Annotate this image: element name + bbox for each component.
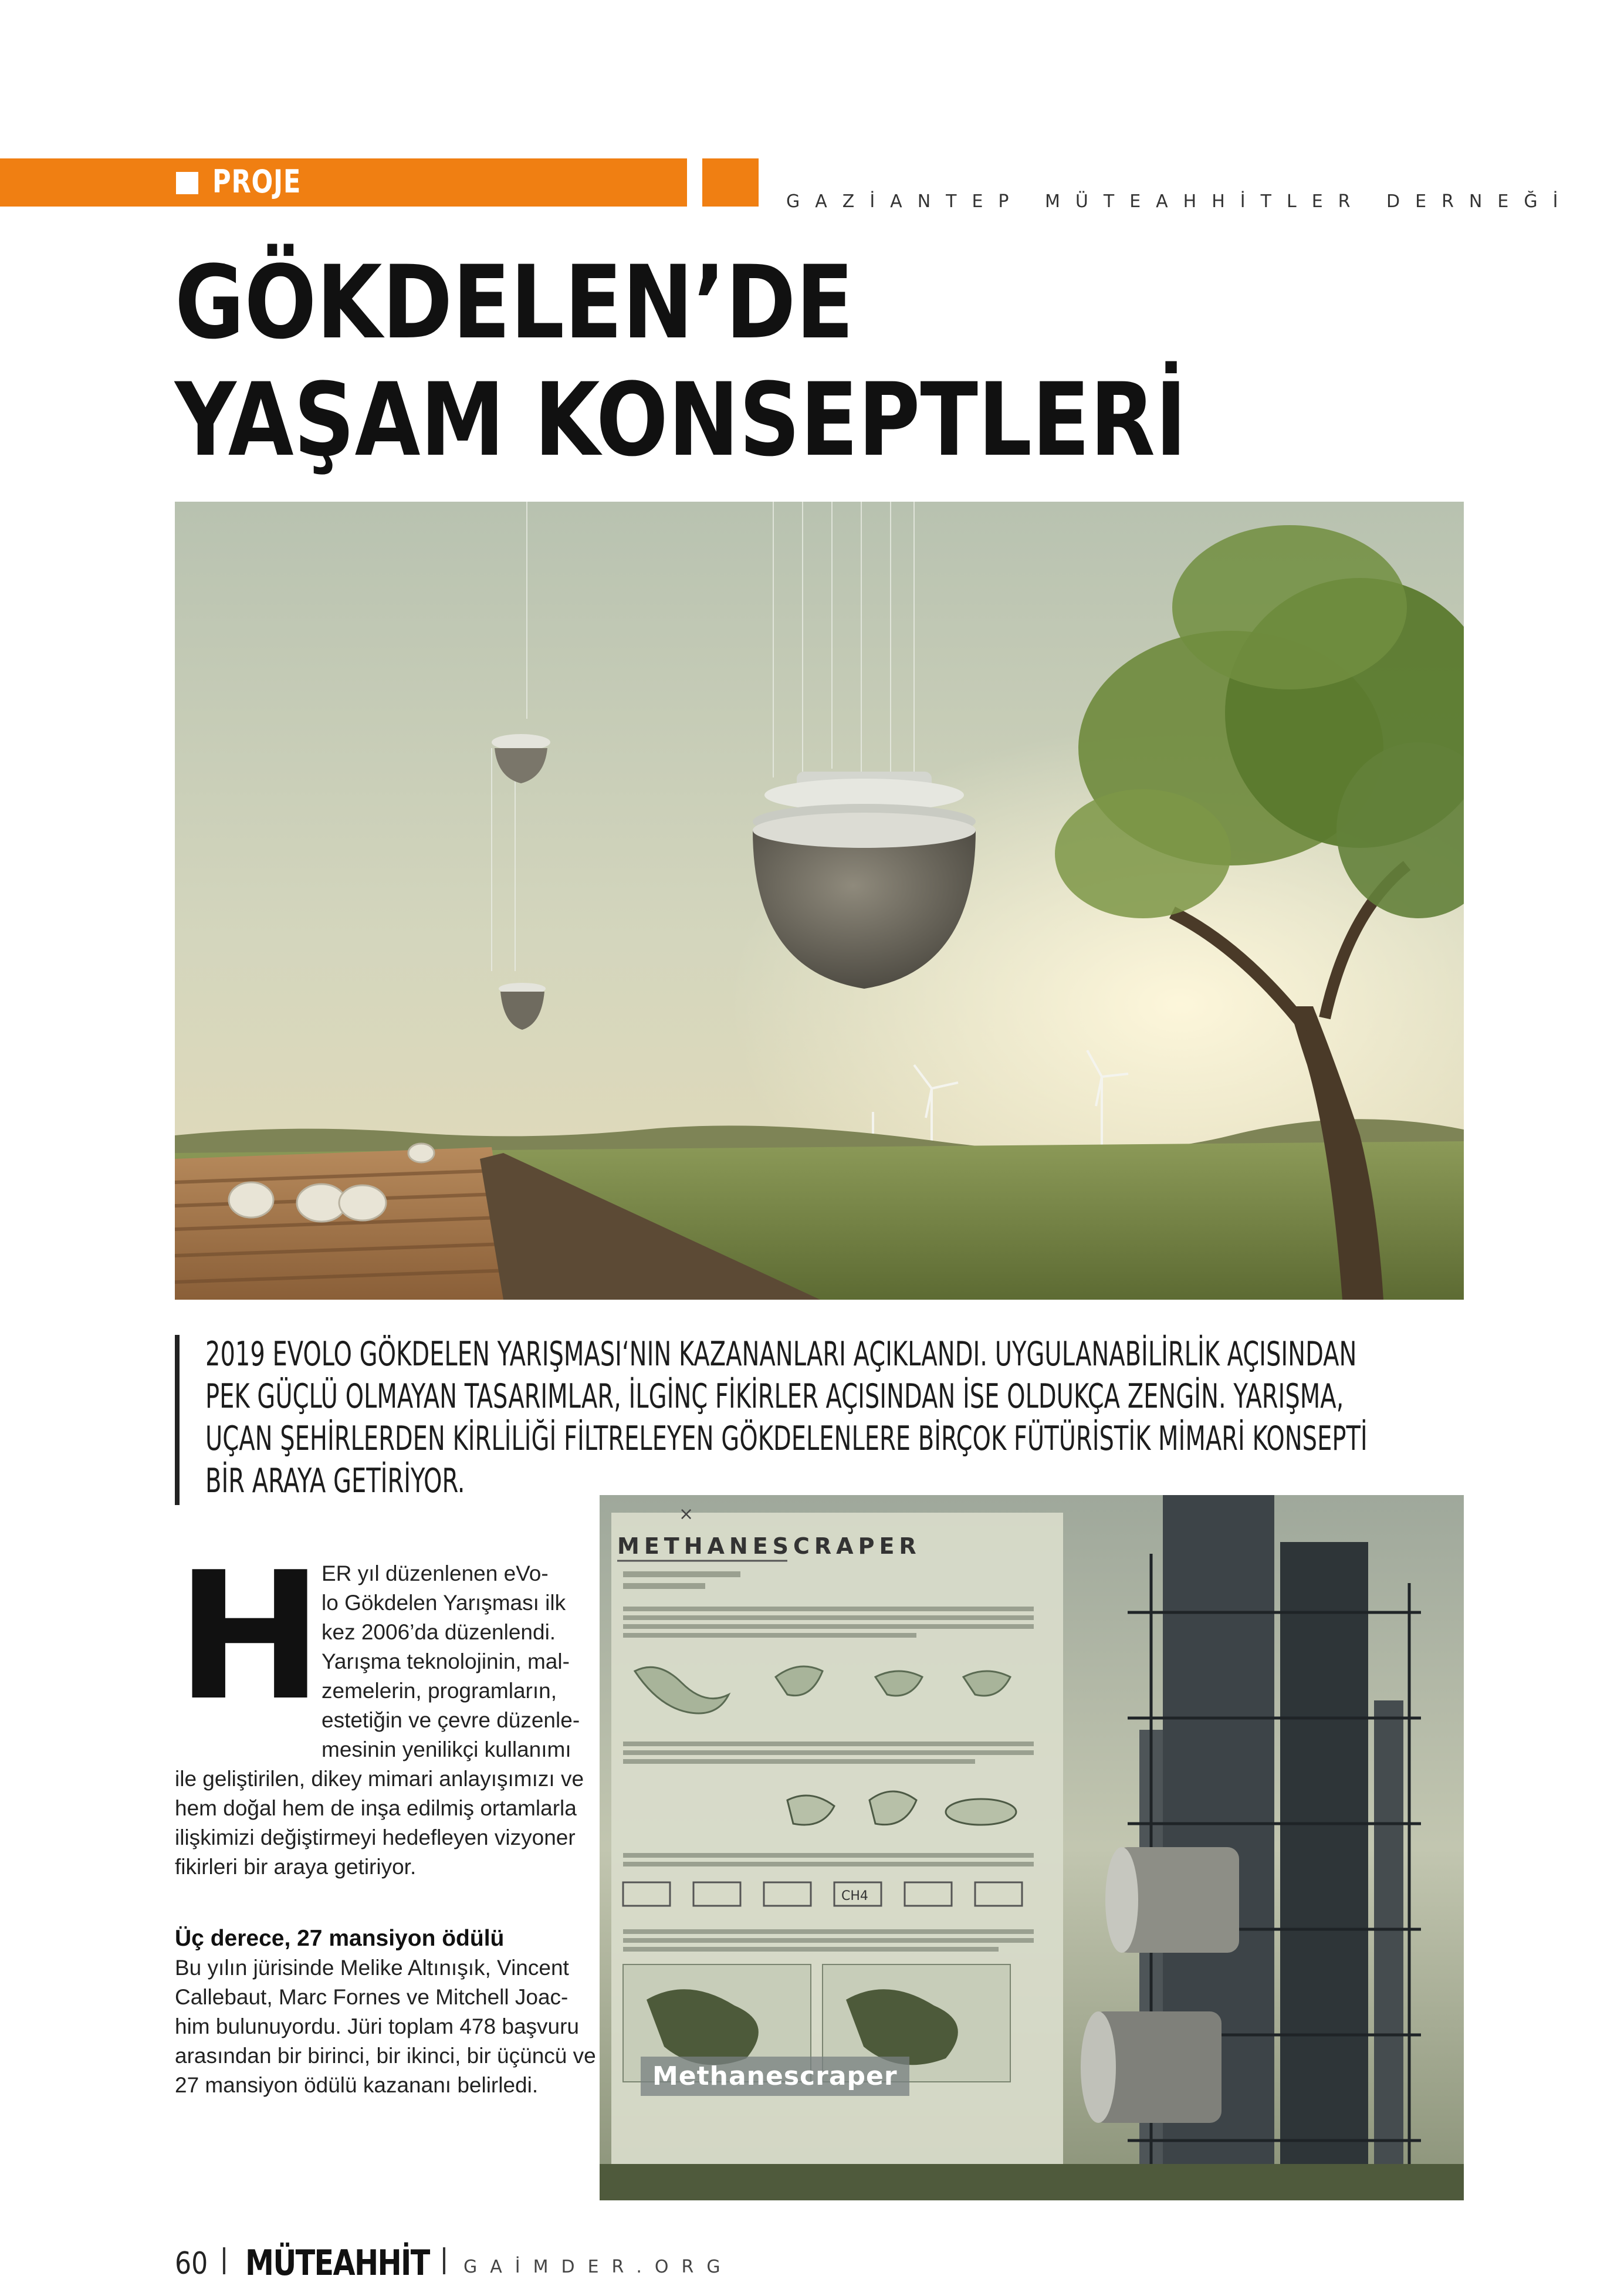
headline-line-2: YAŞAM KONSEPTLERİ <box>175 361 1187 479</box>
section-bar <box>0 158 687 207</box>
body-line: Callebaut, Marc Fornes ve Mitchell Joac- <box>175 1985 569 2009</box>
footer-divider <box>443 2247 445 2274</box>
hero-image <box>175 502 1464 1300</box>
page-number: 60 <box>175 2246 208 2281</box>
body-line: estetiğin ve çevre düzenle- <box>322 1708 580 1732</box>
lead-line: PEK GÜÇLÜ OLMAYAN TASARIMLAR, İLGİNÇ FİKİRLER AÇISINDAN İSE OLDUKÇA ZENGİN. YARIŞMA, <box>205 1377 1344 1416</box>
drop-cap: H <box>176 1534 324 1739</box>
body-line: kez 2006’da düzenlendi. <box>322 1620 556 1644</box>
body-line: ile geliştirilen, dikey mimari anlayışımızı ve <box>175 1767 584 1791</box>
body-line: zemelerin, programların, <box>322 1679 557 1703</box>
body-line: arasından bir birinci, bir ikinci, bir üçüncü ve <box>175 2044 596 2068</box>
body-line: mesinin yenilikçi kullanımı <box>322 1737 571 1761</box>
lead-line: UÇAN ŞEHİRLERDEN KİRLİLİĞİ FİLTRELEYEN GÖKDELENLERE BİRÇOK FÜTÜRİSTİK MİMARİ KONSEPTİ <box>205 1419 1368 1458</box>
website-link[interactable]: GAİMDER.ORG <box>463 2257 733 2277</box>
body-line: hem doğal hem de inşa edilmiş ortamlarla <box>175 1796 577 1820</box>
poster-title: METHANESCRAPER <box>617 1533 921 1559</box>
lead-rule <box>175 1335 180 1505</box>
footer-divider <box>223 2247 225 2274</box>
poster-x: × <box>679 1504 694 1524</box>
body-line: fikirleri bir araya getiriyor. <box>175 1855 417 1879</box>
body-line: ilişkimizi değiştirmeyi hedefleyen vizyoner <box>175 1825 576 1849</box>
poster-box-label: CH4 <box>841 1889 868 1903</box>
body-line: him bulunuyordu. Jüri toplam 478 başvuru <box>175 2014 579 2038</box>
section-square-icon <box>176 172 198 194</box>
body-line: Bu yılın jürisinde Melike Altınışık, Vincent <box>175 1956 569 1980</box>
body-line: 27 mansiyon ödülü kazananı belirledi. <box>175 2073 539 2097</box>
headline-line-1: GÖKDELEN’DE <box>175 244 854 361</box>
body-line: lo Gökdelen Yarışması ilk <box>322 1591 566 1615</box>
lead-line: BİR ARAYA GETİRİYOR. <box>205 1462 465 1500</box>
section-label: PROJE <box>212 163 302 200</box>
org-name: GAZİANTEP MÜTEAHHİTLER DERNEĞİ <box>786 191 1574 212</box>
body-line: ER yıl düzenlenen eVo- <box>322 1561 549 1585</box>
lead-line: 2019 EVOLO GÖKDELEN YARIŞMASI‘NIN KAZANANLARI AÇIKLANDI. UYGULANABİLİRLİK AÇISINDAN <box>205 1335 1357 1374</box>
body-line: Yarışma teknolojinin, mal- <box>322 1649 570 1673</box>
magazine-logo: MÜTEAHHİT <box>245 2243 429 2284</box>
image-caption: Methanescraper <box>641 2057 909 2096</box>
subheading: Üç derece, 27 mansiyon ödülü <box>175 1926 505 1951</box>
section-bar-block <box>702 158 759 207</box>
